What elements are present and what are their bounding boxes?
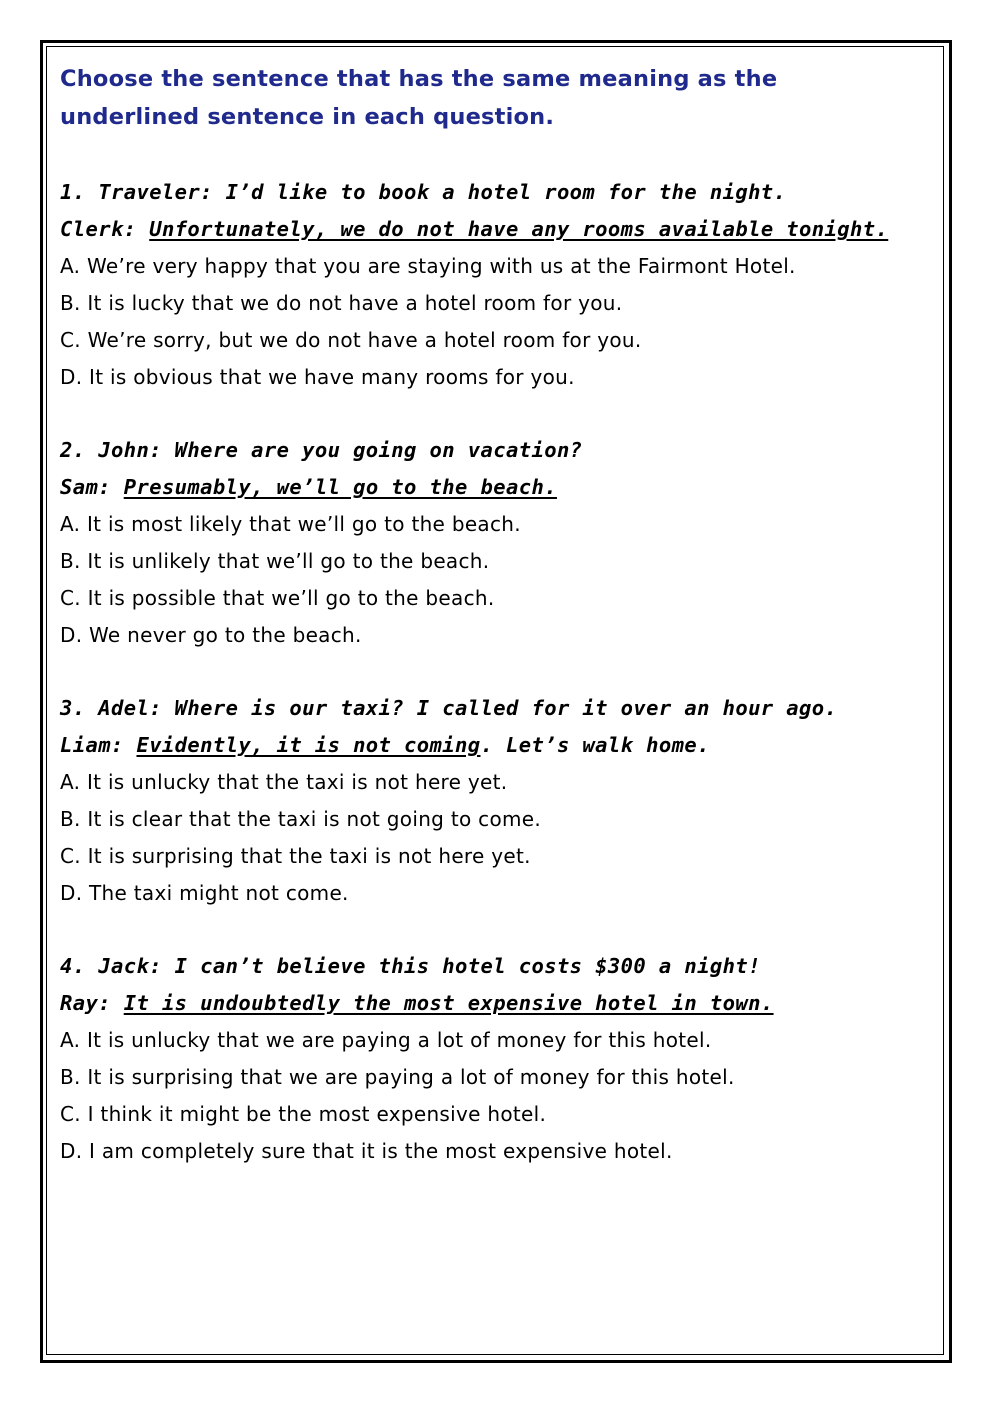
question-1-option-d[interactable]: D. It is obvious that we have many rooms for you. [60, 365, 575, 389]
question-2-speaker: Sam: [60, 475, 124, 499]
question-3-option-b[interactable]: B. It is clear that the taxi is not going to come. [60, 807, 542, 831]
question-3-option-c[interactable]: C. It is surprising that the taxi is not here yet. [60, 844, 531, 868]
question-4-option-d[interactable]: D. I am completely sure that it is the most expensive hotel. [60, 1139, 673, 1163]
question-3-option-a[interactable]: A. It is unlucky that the taxi is not here yet. [60, 770, 508, 794]
question-1-underlined-sentence: Unfortunately, we do not have any rooms available tonight. [149, 217, 889, 241]
question-3-speaker: Liam: [60, 733, 137, 757]
question-3 [60, 690, 940, 912]
question-4-option-a[interactable]: A. It is unlucky that we are paying a lot of money for this hotel. [60, 1028, 712, 1052]
question-2-underlined-sentence: Presumably, we’ll go to the beach. [123, 475, 557, 499]
question-3-prompt: 3. Adel: Where is our taxi? I called for it over an hour ago. [60, 696, 838, 720]
question-2-prompt: 2. John: Where are you going on vacation? [60, 438, 583, 462]
question-4 [60, 948, 940, 1170]
question-4-option-c[interactable]: C. I think it might be the most expensive hotel. [60, 1102, 547, 1126]
spacer [60, 654, 940, 690]
question-2-option-d[interactable]: D. We never go to the beach. [60, 623, 362, 647]
instructions-line-1: Choose the sentence that has the same meaning as the [60, 66, 778, 92]
question-1-option-a[interactable]: A. We’re very happy that you are staying with us at the Fairmont Hotel. [60, 254, 796, 278]
question-1-response [60, 211, 940, 248]
question-1 [60, 174, 940, 396]
spacer [60, 396, 940, 432]
question-3-response [60, 727, 940, 764]
instructions-line-2: underlined sentence in each question. [60, 104, 555, 130]
instructions [60, 60, 940, 136]
question-4-underlined-sentence: It is undoubtedly the most expensive hotel in town. [123, 991, 774, 1015]
question-2-option-a[interactable]: A. It is most likely that we’ll go to the beach. [60, 512, 521, 536]
question-4-prompt: 4. Jack: I can’t believe this hotel costs $300 a night! [60, 954, 761, 978]
question-2 [60, 432, 940, 654]
question-4-response [60, 985, 940, 1022]
spacer [60, 136, 940, 174]
question-4-option-b[interactable]: B. It is surprising that we are paying a lot of money for this hotel. [60, 1065, 735, 1089]
question-1-speaker: Clerk: [60, 217, 150, 241]
question-3-option-d[interactable]: D. The taxi might not come. [60, 881, 349, 905]
spacer [60, 912, 940, 948]
question-3-after: . Let’s walk home. [480, 733, 710, 757]
question-3-underlined-sentence: Evidently, it is not coming [136, 733, 481, 757]
question-1-prompt: 1. Traveler: I’d like to book a hotel room for the night. [60, 180, 787, 204]
question-2-option-b[interactable]: B. It is unlikely that we’ll go to the beach. [60, 549, 490, 573]
worksheet-content [60, 60, 940, 1170]
question-1-option-c[interactable]: C. We’re sorry, but we do not have a hotel room for you. [60, 328, 642, 352]
question-2-response [60, 469, 940, 506]
question-4-speaker: Ray: [60, 991, 124, 1015]
question-2-option-c[interactable]: C. It is possible that we’ll go to the beach. [60, 586, 495, 610]
question-1-option-b[interactable]: B. It is lucky that we do not have a hotel room for you. [60, 291, 623, 315]
